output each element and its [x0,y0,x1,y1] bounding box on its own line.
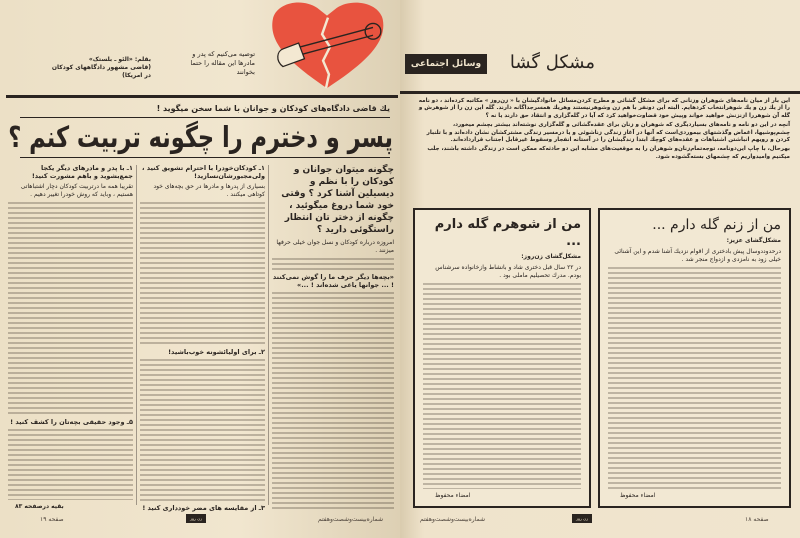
column-heading: «بچه‌ها دیگر حرف ما را گوش نمی‌کنند ! ... جوانها یاغی شده‌اند ! ...» [272,273,394,289]
column-heading: ۳ـ از مقایسه های مضر خودداری کنید ! [142,504,265,512]
recommendation-note [155,50,255,77]
byline-line: (قاضی مشهور دادگاههای کودکان [51,64,151,71]
letter-signature: امضاء محفوظ [620,492,656,499]
column-3 [272,164,394,510]
section-title: مشکل گشا [509,52,595,73]
column-text [272,258,394,270]
issue-label: شماره‌بیست‌وشصت‌وهفتم [420,516,486,523]
recommendation-line: توصیه می‌کنیم که پدر و [192,50,255,58]
column-2 [140,164,265,512]
column-1 [8,164,133,500]
column-heading: ۵ـ وجود حقیقی بچه‌تان را کشف کنید ! [10,418,133,426]
page-number: صفحه ۱۸ [745,516,769,523]
pull-quote: چگونه میتوان جوانان و کودکان را با نظم و دیسیلین آشنا کرد ؟ وقتی خود شما دروغ میگوئید ، چگونه از دختر تان انتظار راستگوئی دارید ؟ [281,165,394,235]
letter-box-husband [598,208,791,508]
byline-line: بقلم: «الئو ـ بلستک» [88,56,151,63]
recommendation-line: مادرها این مقاله را حتما [190,59,255,67]
header-rule [400,91,800,94]
article-subtitle-text: یك قاضی دادگاه‌های کودکان و جوانان با شما سخن میگوید ! [156,104,390,113]
letter-title: من از زنم گله دارم ... [652,217,781,233]
continued-note: بقیه درصفحه ۸۳ [15,503,64,510]
article-headline-text: پسر و دخترم را چگونه تربیت کنم ؟ [8,120,394,154]
column-text [272,292,394,510]
right-page [400,0,800,538]
column-lead: تقریبا همه ما درتربیت کودکان دچار اشتباهاتی هستیم ، وباید که روش خودرا تغییر دهیم . [20,183,133,198]
column-heading: ۱ـ کودکان‌خودرا با احترام تشویق کنید ، ولی‌مجبورشان‌نسازید! [141,164,265,180]
intro-paragraph: این بار از میان نامه‌های شوهران وزنانی که برای مشکل گشائی و مطرح کردن‌مسائل خانوادگیشان با « زن‌روز » مکاتبه کرده‌اند ، دو نامه را از یك زن و یك شوهرانتخاب کردهایم. البته این دونفر با هم زن وشوهرنیستند وهریك همسرجداگانه دارند. گله این زن را از شوهرش و گله آن شوهررا ازنزنش خواهید خواند وپیش خود قضاوت‌خواهید کرد که آیا در گله‌گزاری و انتقاد حق دارند یا نه ؟ [418,98,790,119]
intro-paragraph: بهرحال، با چاپ این‌دونامه، توجه‌تمام‌زنان‌و شوهران را به موقعیت‌های مشابه این دو حادثه‌که ممکن است در زندگی داشته باشند، جلب میکنیم وامیدواریم که چشمهای بسته‌گشوده شود. [427,146,790,160]
page-number: صفحه ۱۹ [40,516,64,523]
article-headline [8,120,393,154]
letter-text [608,267,781,489]
letter-signature: امضاء محفوظ [435,492,471,499]
headline-rule-bottom [20,157,390,158]
issue-label: شماره‌بیست‌وشصت‌وهفتم [318,516,384,523]
column-divider [268,165,269,505]
column-text [8,429,133,500]
byline-line: در امریکا) [122,72,151,79]
column-heading: ۱ـ با پدر و مادرهای دیگر یکجا جمع‌بشوید و باهم مشورت کنید! [31,164,133,180]
column-text [140,359,265,502]
letter-salutation: مشکل‌گشای زن‌روز: [521,253,581,260]
headline-rule-top [20,117,390,118]
letter-title: من از شوهرم گله دارم ... [434,217,581,249]
byline [6,56,151,80]
column-text [8,202,133,415]
letter-lead: درحدوددوسال پیش بادختری از اقوام نزدیك آشنا شدم و این آشنائی خیلی زود به نامزدی و ازدواج منجر شد . [614,248,781,263]
article-subtitle [20,103,390,114]
column-lead: بسیاری از پدرها و مادرها در حق بچه‌های خود کوتاهی میکنند . [153,183,265,198]
column-divider [136,165,137,505]
letter-box-wife [413,208,591,508]
letter-salutation: مشکل‌گشای عزیز: [726,237,781,244]
letter-lead: در ۲۲ سال قبل دختری شاد و بانشاط وازخانواده سرشناس بودم. مدرك تحصیلیم ماملی بود . [435,264,581,279]
column-lead: امروزه درباره کودکان و نسل جوان خیلی حرفها میزنند . [276,239,394,254]
magazine-logo: زن روز [572,514,592,523]
section-badge: وسائل اجتماعی [405,54,487,74]
column-heading: ۲ـ برای اولیائشونه خوب‌باشید! [168,347,265,356]
letter-text [423,283,581,489]
header-rule [6,95,398,98]
broken-heart-safety-pin-icon [262,0,392,93]
magazine-logo: زن روز [186,514,206,523]
intro-paragraph: آنچه در این دو نامه و نامه‌های بسیاردیگری که شوهران و زنان برای عقده‌گشائی و گله‌گزاری نوشته‌اند بیشتر بچشم میخورد، چشم‌پوشیها، اغماض وگذشتهای بیموردی‌است که آنها در آغاز زندگی زناشوئی و یا درمسیر زندگی مشترکشان نشان داده‌اند و با تلنبار کردن و رویهم انباشتن اشتباهات و عقده‌های کوچك ابتدا زندگیشان را در آستانه انفجار وسقوط غیرقابل اجتناب قرارداده‌اند. [426,122,790,144]
column-text [140,202,265,345]
recommendation-line: بخوانند [236,68,255,76]
intro-text [418,98,790,161]
